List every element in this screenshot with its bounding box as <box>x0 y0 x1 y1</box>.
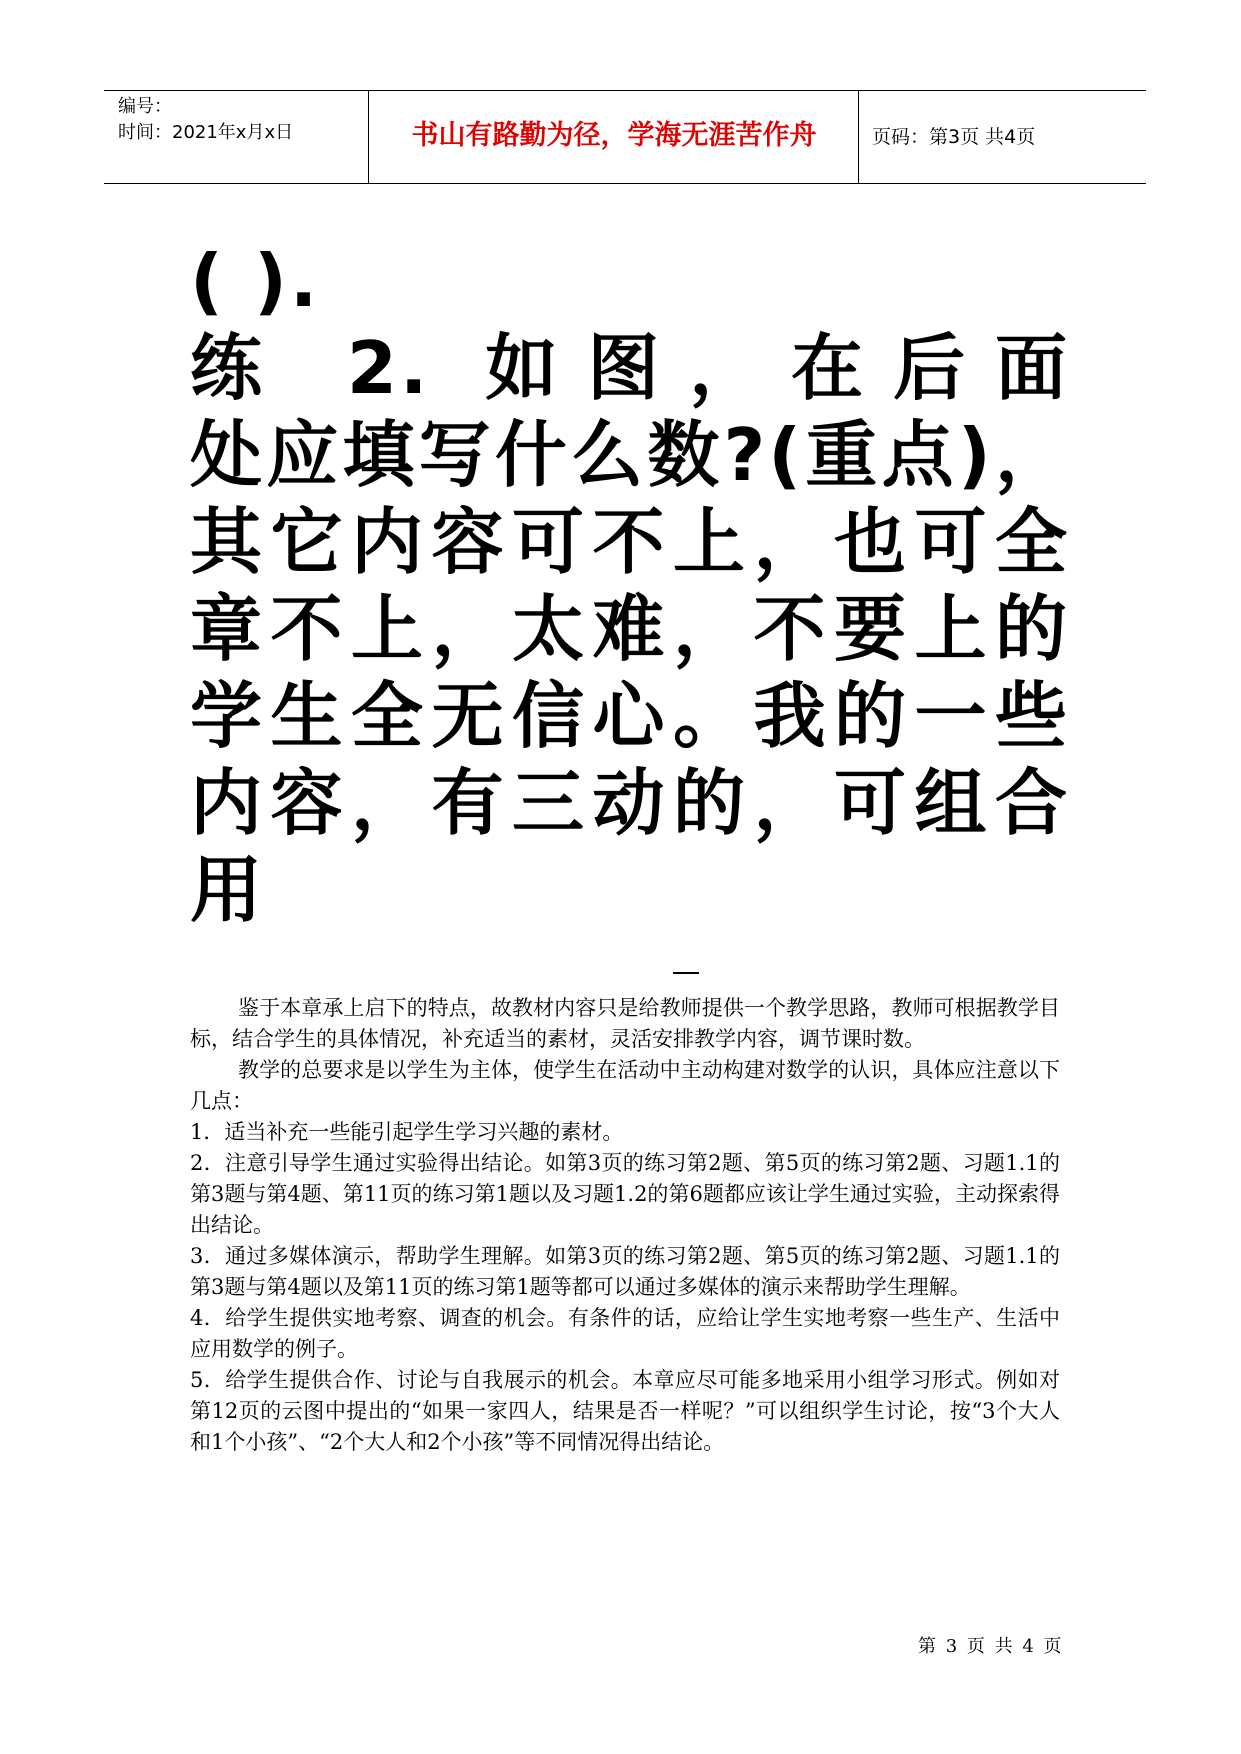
list-item: 5．给学生提供合作、讨论与自我展示的机会。本章应尽可能多地采用小组学习形式。例如对第12页的云图中提出的“如果一家四人，结果是否一样呢？”可以组织学生讨论，按“3个大人和1个小孩”、“2个大人和2个小孩”等不同情况得出结论。 <box>190 1368 1060 1454</box>
document-number: 编号： <box>118 96 172 117</box>
header-page-info: 页码：第3页 共4页 <box>872 126 1036 148</box>
list-item: 4．给学生提供实地考察、调查的机会。有条件的话，应给让学生实地考察一些生产、生活中应用数学的例子。 <box>190 1306 1060 1361</box>
page-footer: 第 3 页 共 4 页 <box>918 1636 1064 1657</box>
header-bottom-rule <box>104 183 1146 184</box>
section-dash <box>673 972 699 974</box>
document-time: 时间：2021年x月x日 <box>118 122 294 143</box>
body-text <box>190 993 1060 1458</box>
paragraph: 教学的总要求是以学生为主体，使学生在活动中主动构建对数学的认识，具体应注意以下几点： <box>190 1058 1060 1113</box>
exercise-heading <box>190 238 1221 934</box>
header-divider <box>368 90 369 183</box>
header-motto: 书山有路勤为径，学海无涯苦作舟 <box>411 120 817 151</box>
list-item: 3．通过多媒体演示，帮助学生理解。如第3页的练习第2题、第5页的练习第2题、习题1.1的第3题与第4题以及第11页的练习第1题等都可以通过多媒体的演示来帮助学生理解。 <box>190 1244 1060 1299</box>
list-item: 1．适当补充一些能引起学生学习兴趣的素材。 <box>190 1120 624 1144</box>
header-top-rule <box>104 90 1146 91</box>
heading-line: 练 2. 如图，在后面 处应填写什么数?(重点)，其它内容可不上，也可全章不上，太难，不要上的学生全无信心。我的一些内容，有三动的，可组合用 <box>190 326 1221 932</box>
header-meta <box>118 94 293 146</box>
header-divider <box>858 90 859 183</box>
list-item: 2．注意引导学生通过实验得出结论。如第3页的练习第2题、第5页的练习第2题、习题1.1的第3题与第4题、第11页的练习第1题以及习题1.2的第6题都应该让学生通过实验，主动探索得出结论。 <box>190 1151 1060 1237</box>
paragraph: 鉴于本章承上启下的特点，故教材内容只是给教师提供一个教学思路，教师可根据教学目标，结合学生的具体情况，补充适当的素材，灵活安排教学内容，调节课时数。 <box>190 996 1060 1051</box>
heading-line: ( ). <box>190 239 321 323</box>
